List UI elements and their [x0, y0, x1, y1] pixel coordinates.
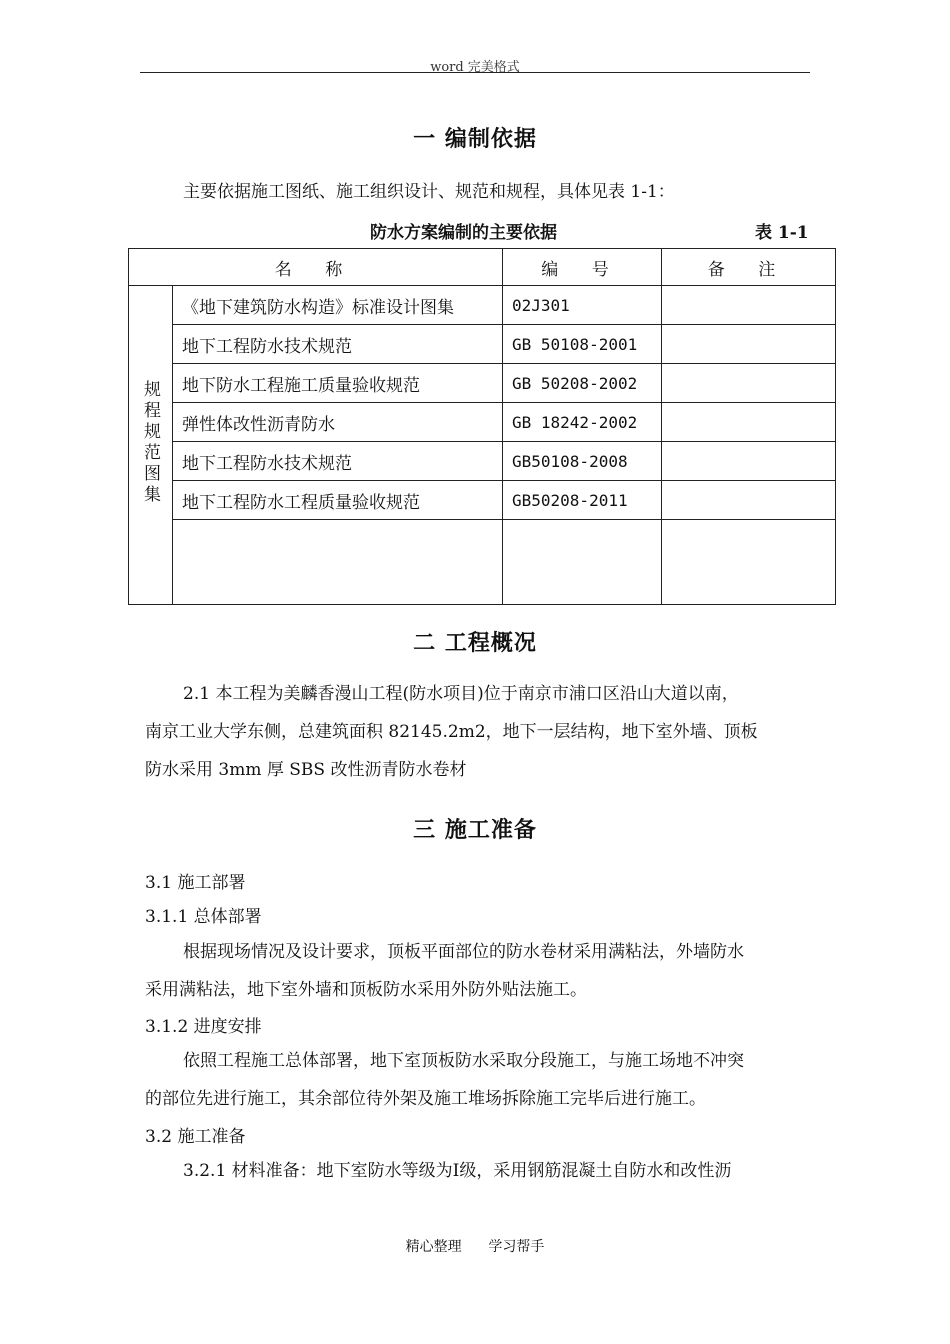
row-code: GB 18242-2002 [503, 403, 662, 442]
section2-line-2: 南京工业大学东侧，总建筑面积 82145.2m2，地下一层结构，地下室外墙、顶板 [145, 722, 758, 742]
empty-cell [503, 520, 662, 605]
heading-3-2: 3.2 施工准备 [145, 1127, 246, 1147]
header-rule [140, 72, 810, 73]
table-row [129, 286, 836, 325]
column-header-code: 编 号 [503, 249, 662, 286]
row-note [662, 364, 836, 403]
heading-3-1-1: 3.1.1 总体部署 [145, 907, 262, 927]
heading-3-1: 3.1 施工部署 [145, 873, 246, 893]
heading-3-1-2: 3.1.2 进度安排 [145, 1017, 262, 1037]
para-3-2-1: 3.2.1 材料准备：地下室防水等级为Ⅰ级，采用钢筋混凝土自防水和改性沥 [183, 1161, 732, 1181]
row-code: GB50208-2011 [503, 481, 662, 520]
para-3-1-2-line-1: 依照工程施工总体部署，地下室顶板防水采取分段施工，与施工场地不冲突 [183, 1051, 744, 1071]
table-row [129, 442, 836, 481]
row-name: 地下工程防水工程质量验收规范 [173, 481, 503, 520]
row-note [662, 325, 836, 364]
section2-line-1: 2.1 本工程为美麟香漫山工程(防水项目)位于南京市浦口区沿山大道以南， [183, 684, 739, 704]
row-code: GB 50108-2001 [503, 325, 662, 364]
section1-title: 一 编制依据 [413, 126, 537, 152]
section2-line-3: 防水采用 3mm 厚 SBS 改性沥青防水卷材 [145, 760, 467, 780]
table-row [129, 325, 836, 364]
row-name: 地下工程防水技术规范 [173, 442, 503, 481]
row-note [662, 286, 836, 325]
section1-intro: 主要依据施工图纸、施工组织设计、规范和规程，具体见表 1-1： [183, 182, 675, 202]
row-name: 《地下建筑防水构造》标准设计图集 [173, 286, 503, 325]
row-note [662, 481, 836, 520]
table-row [129, 403, 836, 442]
row-note [662, 442, 836, 481]
table-caption: 防水方案编制的主要依据 [370, 223, 557, 243]
column-header-note: 备 注 [662, 249, 836, 286]
section3-title: 三 施工准备 [413, 817, 537, 843]
row-name: 地下防水工程施工质量验收规范 [173, 364, 503, 403]
table-row-empty [129, 520, 836, 605]
row-name: 地下工程防水技术规范 [173, 325, 503, 364]
page-footer: 精心整理 学习帮手 [405, 1239, 545, 1255]
column-header-name: 名 称 [129, 249, 503, 286]
row-code: GB50108-2008 [503, 442, 662, 481]
page-header: word 完美格式 [430, 60, 520, 75]
table-header-row [129, 249, 836, 286]
row-name: 弹性体改性沥青防水 [173, 403, 503, 442]
row-code: 02J301 [503, 286, 662, 325]
table-number: 表 1-1 [755, 223, 809, 243]
para-3-1-2-line-2: 的部位先进行施工，其余部位待外架及施工堆场拆除施工完毕后进行施工。 [145, 1089, 706, 1109]
para-3-1-1-line-1: 根据现场情况及设计要求，顶板平面部位的防水卷材采用满粘法，外墙防水 [183, 942, 744, 962]
group-label-cell [129, 286, 173, 605]
table-row [129, 481, 836, 520]
group-label: 规程规范图集 [140, 379, 160, 506]
row-note [662, 403, 836, 442]
basis-table [128, 248, 836, 605]
section2-title: 二 工程概况 [413, 630, 537, 656]
table-row [129, 364, 836, 403]
empty-cell [662, 520, 836, 605]
empty-cell [173, 520, 503, 605]
para-3-1-1-line-2: 采用满粘法，地下室外墙和顶板防水采用外防外贴法施工。 [145, 980, 587, 1000]
row-code: GB 50208-2002 [503, 364, 662, 403]
